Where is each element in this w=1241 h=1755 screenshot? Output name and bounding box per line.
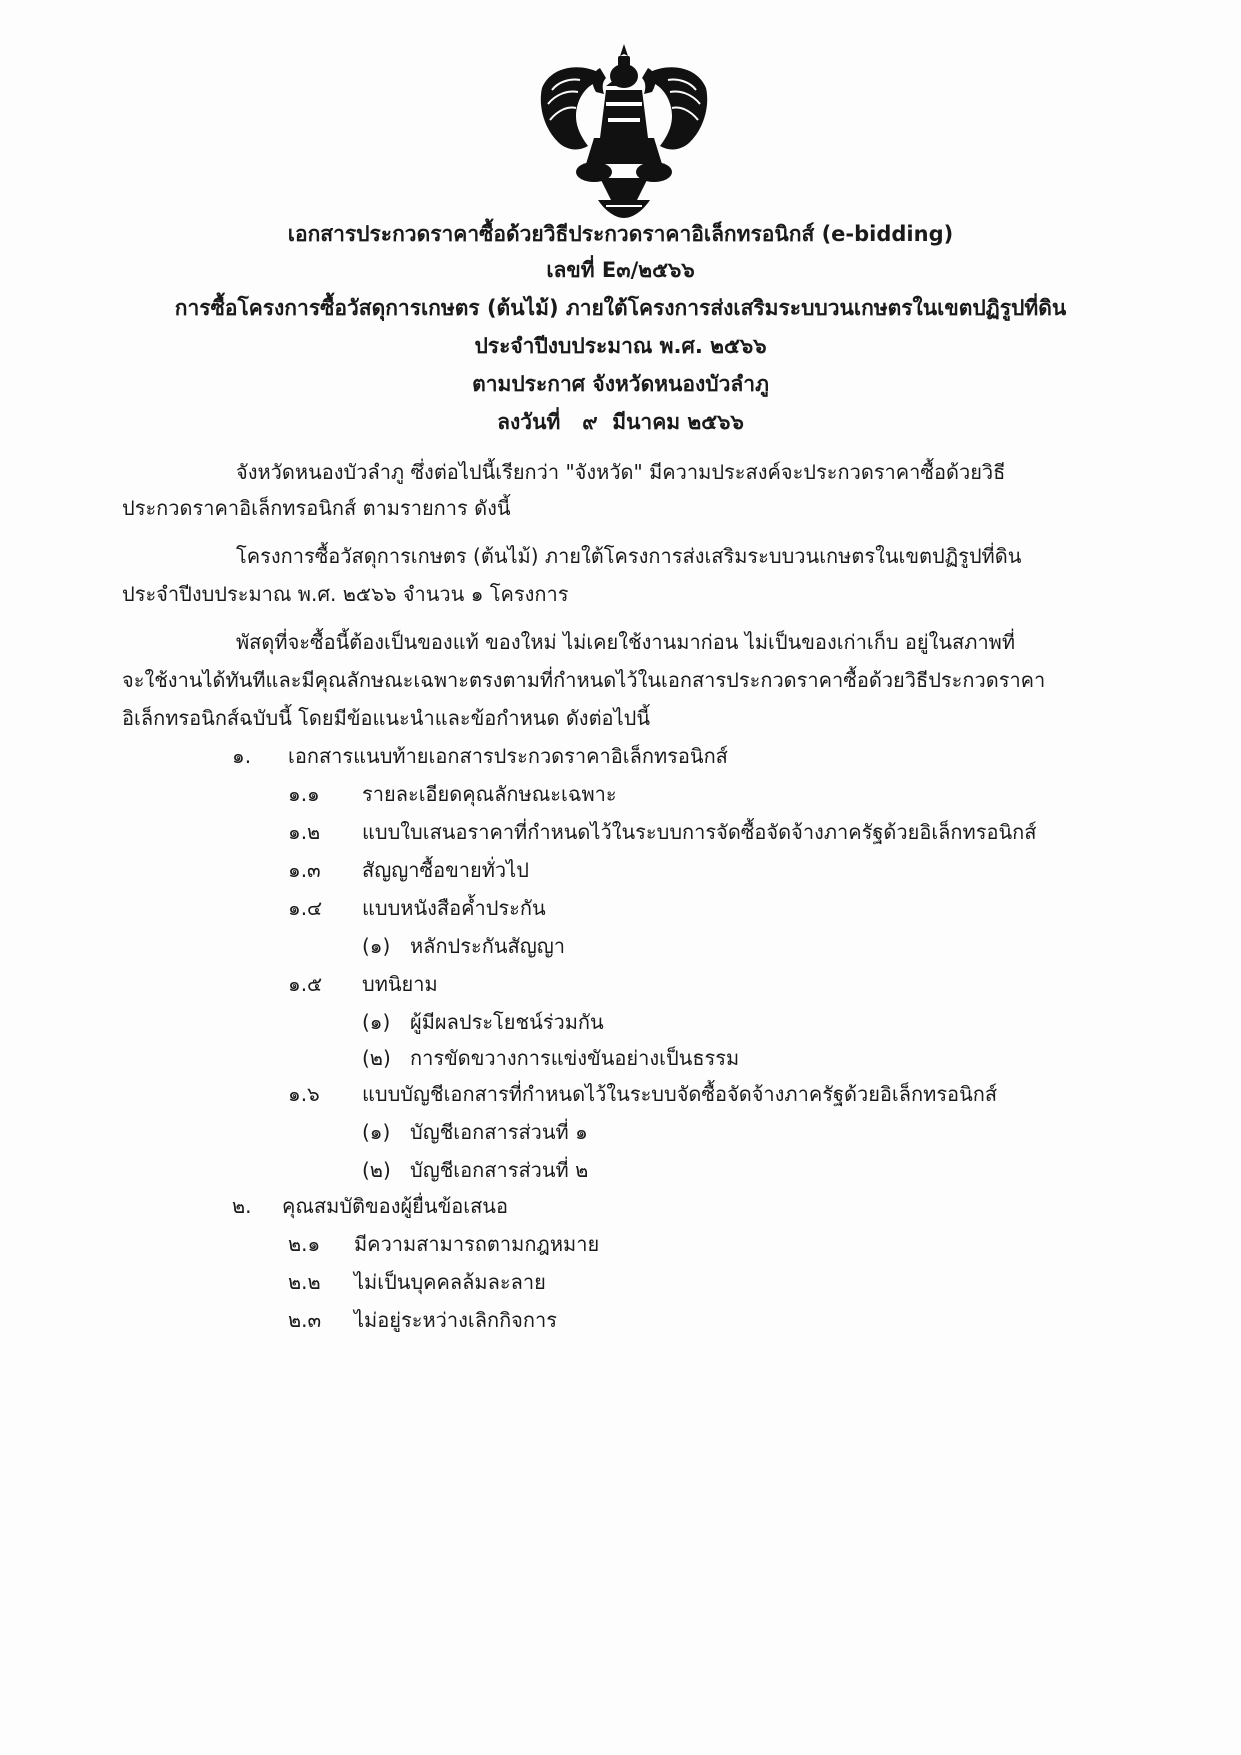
sub-item-number: (๑) — [362, 934, 391, 958]
sub-item: บัญชีเอกสารส่วนที่ ๒ — [410, 1158, 589, 1182]
list-item-number: ๒.๓ — [288, 1308, 322, 1332]
document-number: เลขที่ E๓/๒๕๖๖ — [546, 258, 695, 282]
list-item-number: ๑.๑ — [288, 782, 320, 806]
intro-paragraph-1-line-2: ประกวดราคาอิเล็กทรอนิกส์ ตามรายการ ดังนี้ — [122, 496, 511, 520]
sub-item-number: (๒) — [362, 1158, 391, 1182]
section-1-number: ๑. — [232, 744, 252, 768]
list-item-number: ๑.๔ — [288, 896, 323, 920]
list-item-number: ๑.๖ — [288, 1082, 320, 1106]
list-item: สัญญาซื้อขายทั่วไป — [362, 858, 529, 882]
list-item: บทนิยาม — [362, 972, 438, 996]
announcement-date: ลงวันที่ ๙ มีนาคม ๒๕๖๖ — [497, 410, 744, 434]
list-item-number: ๒.๒ — [288, 1270, 321, 1294]
list-item: แบบใบเสนอราคาที่กำหนดไว้ในระบบการจัดซื้อจัดจ้างภาครัฐด้วยอิเล็กทรอนิกส์ — [362, 820, 1037, 844]
announcement-authority: ตามประกาศ จังหวัดหนองบัวลำภู — [472, 372, 769, 396]
list-item-number: ๑.๕ — [288, 972, 323, 996]
intro-paragraph-2-line-2: ประจำปีงบประมาณ พ.ศ. ๒๕๖๖ จำนวน ๑ โครงการ — [122, 582, 569, 606]
list-item: แบบหนังสือค้ำประกัน — [362, 896, 546, 920]
fiscal-year: ประจำปีงบประมาณ พ.ศ. ๒๕๖๖ — [474, 334, 767, 358]
section-1-title: เอกสารแนบท้ายเอกสารประกวดราคาอิเล็กทรอนิกส์ — [288, 744, 728, 768]
intro-paragraph-3-line-1: พัสดุที่จะซื้อนี้ต้องเป็นของแท้ ของใหม่ ไม่เคยใช้งานมาก่อน ไม่เป็นของเก่าเก็บ อยู่ในสภาพที่ — [236, 630, 1016, 654]
list-item-number: ๒.๑ — [288, 1232, 321, 1256]
procurement-subject: การซื้อโครงการซื้อวัสดุการเกษตร (ต้นไม้) ภายใต้โครงการส่งเสริมระบบวนเกษตรในเขตปฏิรูปที่ดิน — [174, 296, 1067, 320]
document-title: เอกสารประกวดราคาซื้อด้วยวิธีประกวดราคาอิเล็กทรอนิกส์ (e-bidding) — [287, 222, 954, 246]
sub-item: การขัดขวางการแข่งขันอย่างเป็นธรรม — [410, 1046, 740, 1070]
list-item: ไม่อยู่ระหว่างเลิกกิจการ — [354, 1308, 557, 1332]
intro-paragraph-3-line-3: อิเล็กทรอนิกส์ฉบับนี้ โดยมีข้อแนะนำและข้อกำหนด ดังต่อไปนี้ — [122, 706, 650, 730]
section-2-title: คุณสมบัติของผู้ยื่นข้อเสนอ — [282, 1194, 508, 1218]
intro-paragraph-1-line-1: จังหวัดหนองบัวลำภู ซึ่งต่อไปนี้เรียกว่า "จังหวัด" มีความประสงค์จะประกวดราคาซื้อด้วยวิธี — [236, 460, 1006, 484]
sub-item-number: (๑) — [362, 1120, 391, 1144]
section-2-number: ๒. — [232, 1194, 252, 1218]
sub-item: ผู้มีผลประโยชน์ร่วมกัน — [410, 1010, 604, 1034]
list-item-number: ๑.๒ — [288, 820, 321, 844]
intro-paragraph-2-line-1: โครงการซื้อวัสดุการเกษตร (ต้นไม้) ภายใต้โครงการส่งเสริมระบบวนเกษตรในเขตปฏิรูปที่ดิน — [236, 544, 1022, 568]
sub-item-number: (๒) — [362, 1046, 391, 1070]
list-item: รายละเอียดคุณลักษณะเฉพาะ — [362, 782, 617, 806]
intro-paragraph-3-line-2: จะใช้งานได้ทันทีและมีคุณลักษณะเฉพาะตรงตามที่กำหนดไว้ในเอกสารประกวดราคาซื้อด้วยวิธีประกวดราคา — [122, 668, 1046, 692]
list-item: มีความสามารถตามกฎหมาย — [354, 1232, 600, 1256]
list-item: แบบบัญชีเอกสารที่กำหนดไว้ในระบบจัดซื้อจัดจ้างภาครัฐด้วยอิเล็กทรอนิกส์ — [362, 1082, 998, 1106]
list-item: ไม่เป็นบุคคลล้มละลาย — [354, 1270, 546, 1294]
sub-item: บัญชีเอกสารส่วนที่ ๑ — [410, 1120, 588, 1144]
garuda-emblem-icon — [536, 42, 712, 220]
sub-item-number: (๑) — [362, 1010, 391, 1034]
sub-item: หลักประกันสัญญา — [410, 934, 566, 958]
list-item-number: ๑.๓ — [288, 858, 321, 882]
